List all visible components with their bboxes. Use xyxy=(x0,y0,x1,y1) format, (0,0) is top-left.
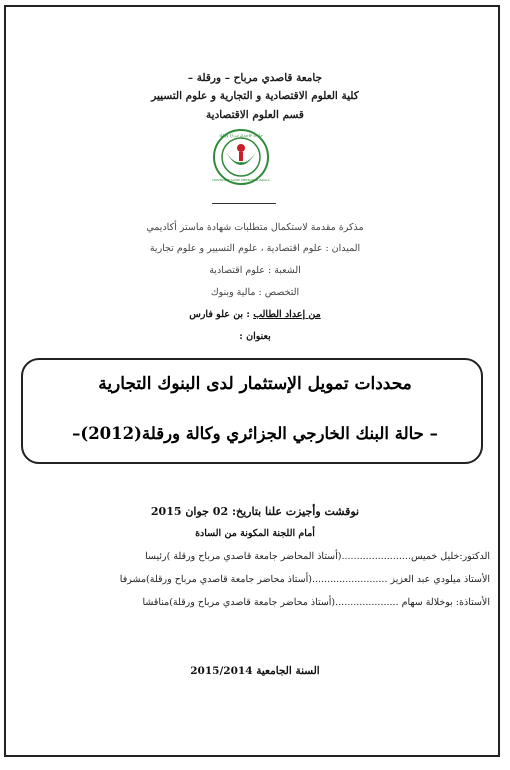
committee-heading: أمام اللجنة المكونة من السادة xyxy=(195,528,315,539)
prepared-by xyxy=(0,309,510,320)
committee-member: الأستاذة: بوخلالة سهام .....................(أستاذ محاضر جامعة قاصدي مرباح ورقلة)مناقشا xyxy=(142,597,490,608)
faculty-name: كلية العلوم الاقتصادية و التجارية و علوم التسيير xyxy=(151,90,359,102)
academic-year: السنة الجامعية 2015/2014 xyxy=(190,665,320,677)
separator-line xyxy=(212,203,276,204)
committee-member: الدكتور:خليل خميس.......................(أستاذ المحاضر جامعة قاصدي مرباح ورقلة )رئيسا xyxy=(145,551,490,562)
university-name: جامعة قاصدي مرباح – ورقلة – xyxy=(187,72,323,84)
thesis-title: محددات تمويل الإستثمار لدى البنوك التجارية xyxy=(98,374,412,394)
thesis-subtitle: – حالة البنك الخارجي الجزائري وكالة ورقلة(2012)– xyxy=(72,424,438,443)
seal-text-bottom: UNIVERSITE KASDI MERBAH OUARGLA xyxy=(212,178,270,182)
titled-label: بعنوان : xyxy=(239,331,271,342)
student-name: : بن علو فارس xyxy=(189,309,254,320)
prepared-by-label: من إعداد الطالب xyxy=(253,309,321,320)
defense-date: نوقشت وأجيزت علنا بتاريخ: 02 جوان 2015 xyxy=(150,505,360,518)
committee-member: الأستاذ ميلودي عبد العزيز .........................(أستاذ محاضر جامعة قاصدي مرباح ورقلة)مشرفا xyxy=(119,574,490,585)
memo-branch: الشعبة : علوم اقتصادية xyxy=(209,265,301,276)
department-name: قسم العلوم الاقتصادية xyxy=(206,109,304,121)
memo-specialty: التخصص : مالية وبنوك xyxy=(210,287,300,298)
memo-field: الميدان : علوم اقتصادية ، علوم التسيير و علوم تجارية xyxy=(149,243,361,254)
university-seal-icon xyxy=(212,128,270,186)
seal-text-top: جامعة قاصدي مرباح ورقلة xyxy=(219,132,263,138)
memo-purpose: مذكرة مقدمة لاستكمال متطلبات شهادة ماستر أكاديمي xyxy=(146,222,364,233)
